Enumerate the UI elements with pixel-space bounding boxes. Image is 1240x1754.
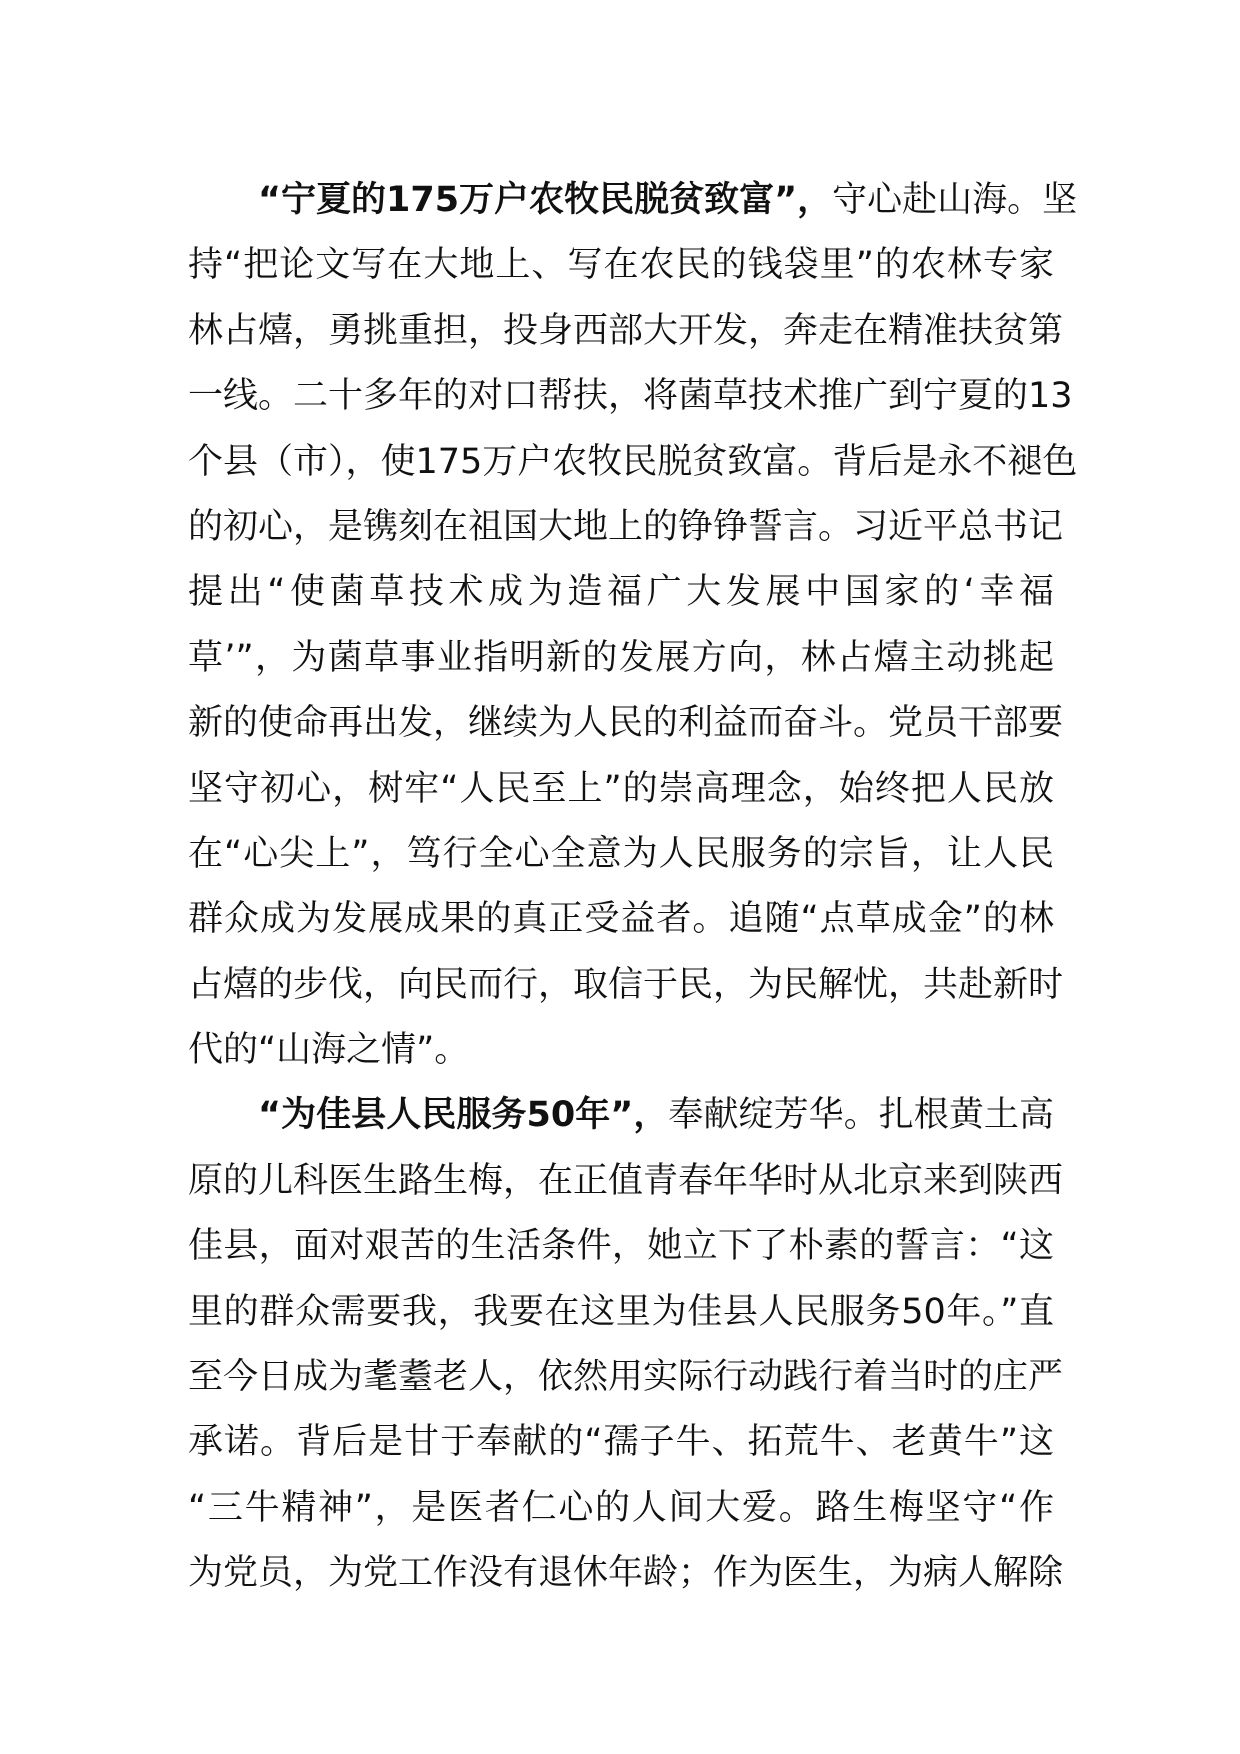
paragraph-line: “三牛精神”，是医者仁心的人间大爱。路生梅坚守“作	[188, 1487, 1054, 1528]
paragraph-line: 承诺。背后是甘于奉献的“孺子牛、拓荒牛、老黄牛”这	[188, 1422, 1054, 1463]
paragraph-line	[188, 168, 1078, 233]
paragraph-line: 林占熺，勇挑重担，投身西部大开发，奔走在精准扶贫第	[188, 310, 1064, 351]
paragraph-line: 个县（市），使175万户农牧民脱贫致富。背后是永不褪色	[188, 441, 1078, 482]
paragraph-line: 在“心尖上”，笃行全心全意为人民服务的宗旨，让人民	[188, 833, 1054, 874]
paragraph-line: 持“把论文写在大地上、写在农民的钱袋里”的农林专家	[188, 245, 1054, 286]
paragraph-line	[188, 1083, 1054, 1148]
paragraph-lead: “宁夏的175万户农牧民脱贫致富”，	[258, 180, 833, 220]
paragraph-lead: “为佳县人民服务50年”，	[258, 1095, 669, 1136]
paragraph-line: 佳县，面对艰苦的生活条件，她立下了朴素的誓言：“这	[188, 1226, 1054, 1267]
paragraph-line: 代的“山海之情”。	[188, 1030, 470, 1071]
paragraph-line: 为党员，为党工作没有退休年龄；作为医生，为病人解除	[188, 1553, 1064, 1594]
document-body	[188, 168, 1078, 1607]
paragraph-line: 至今日成为耄耋老人，依然用实际行动践行着当时的庄严	[188, 1357, 1064, 1398]
paragraph-1	[188, 168, 1078, 1083]
paragraph-line: 新的使命再出发，继续为人民的利益而奋斗。党员干部要	[188, 703, 1064, 744]
paragraph-2	[188, 1083, 1064, 1606]
paragraph-line: 的初心，是镌刻在祖国大地上的铮铮誓言。习近平总书记	[188, 506, 1064, 547]
paragraph-line: 里的群众需要我，我要在这里为佳县人民服务50年。”直	[188, 1291, 1054, 1332]
paragraph-line: 一线。二十多年的对口帮扶，将菌草技术推广到宁夏的13	[188, 376, 1073, 417]
paragraph-line: 草’”，为菌草事业指明新的发展方向，林占熺主动挑起	[188, 637, 1054, 678]
paragraph-line: 占熺的步伐，向民而行，取信于民，为民解忧，共赴新时	[188, 964, 1064, 1005]
line-text: 奉献绽芳华。扎根黄土高	[668, 1095, 1054, 1136]
line-text: 守心赴山海。坚	[832, 180, 1078, 220]
paragraph-line: 坚守初心，树牢“人民至上”的崇高理念，始终把人民放	[188, 768, 1054, 809]
paragraph-line: 群众成为发展成果的真正受益者。追随“点草成金”的林	[188, 899, 1054, 940]
paragraph-line: 提出“使菌草技术成为造福广大发展中国家的‘幸福	[188, 572, 1054, 613]
paragraph-line: 原的儿科医生路生梅，在正值青春年华时从北京来到陕西	[188, 1160, 1064, 1201]
